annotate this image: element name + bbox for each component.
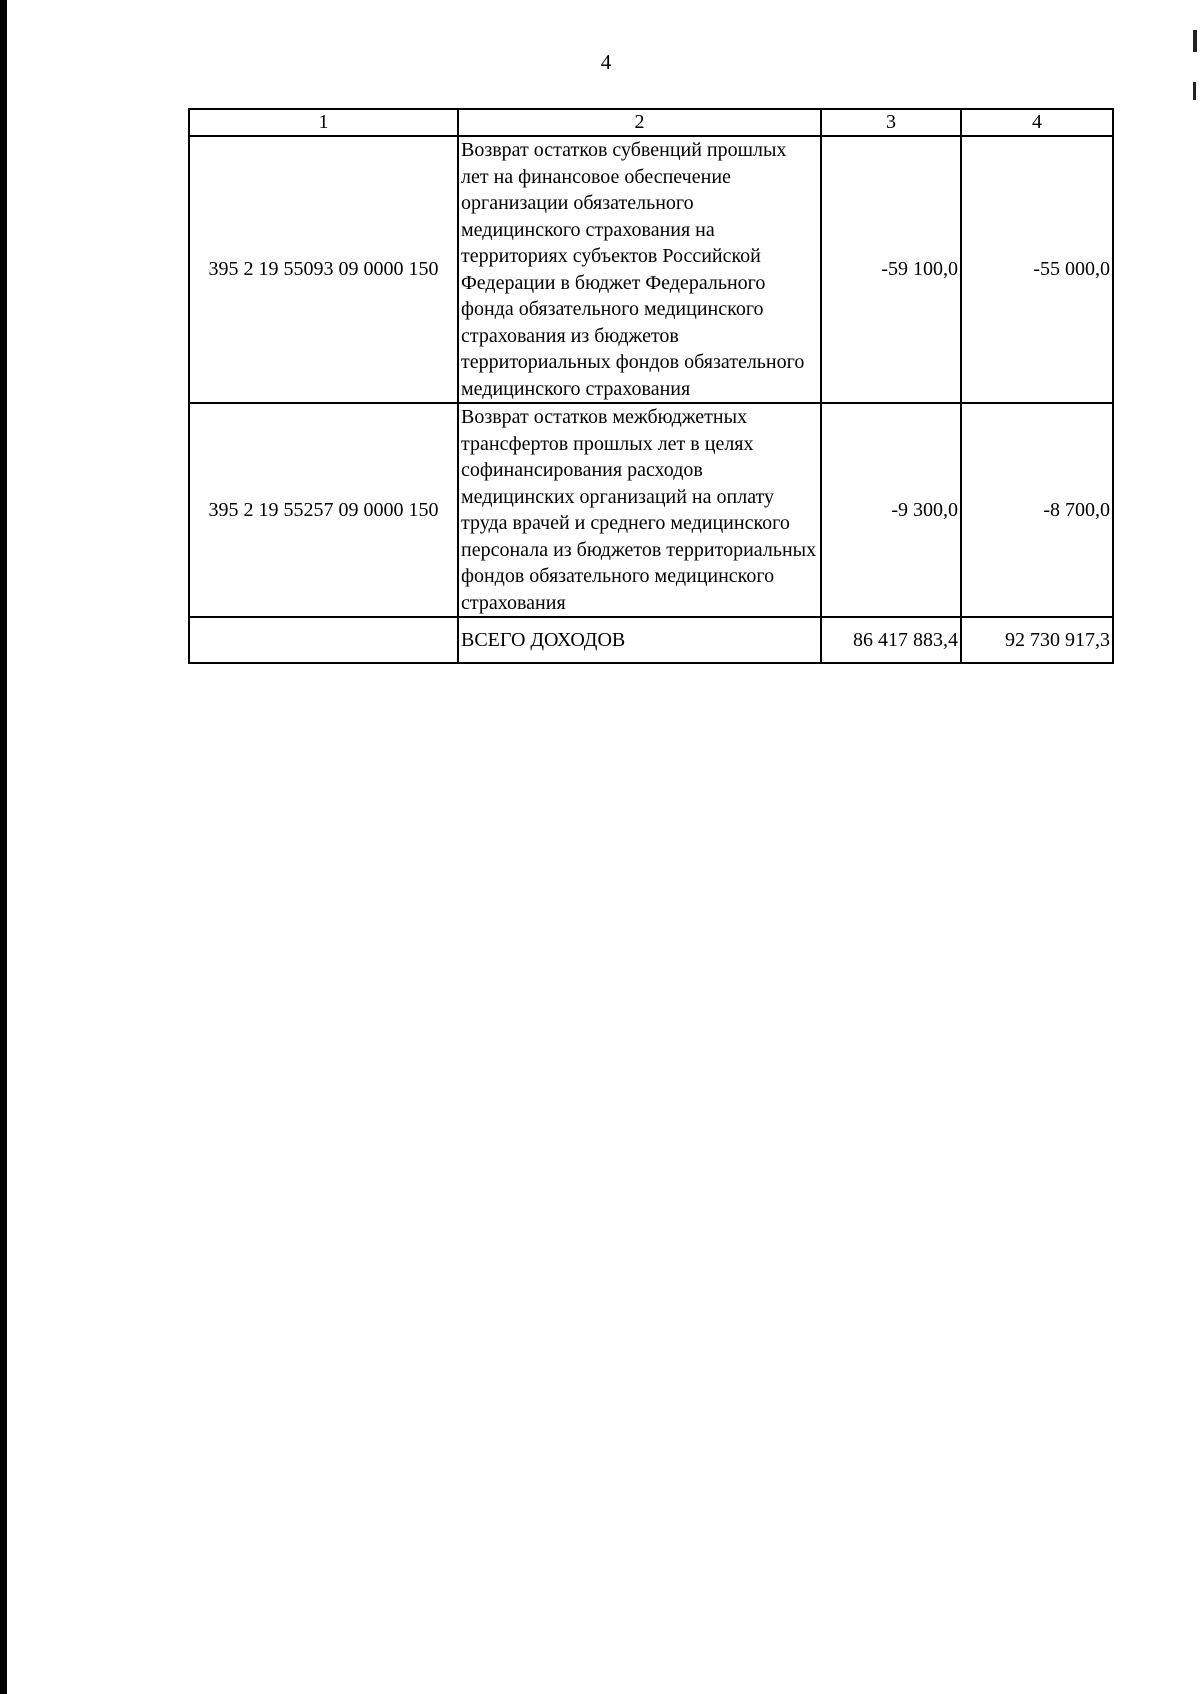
scan-mark — [1193, 82, 1196, 100]
amount-column-3: -9 300,0 — [821, 403, 961, 617]
revenue-table — [188, 108, 1114, 664]
total-label: ВСЕГО ДОХОДОВ — [458, 617, 821, 663]
revenue-description: Возврат остатков межбюджетных трансфертов прошлых лет в целях софинансирования расходов медицинских организаций на оплату труда врачей и среднего медицинского персонала из бюджетов территориальных фондов обязательного медицинского страхования — [458, 403, 821, 617]
scan-edge — [0, 0, 7, 1694]
column-header: 2 — [458, 109, 821, 136]
header-row — [189, 109, 1113, 136]
table-row — [189, 403, 1113, 617]
amount-column-4: -8 700,0 — [961, 403, 1113, 617]
total-row — [189, 617, 1113, 663]
column-header: 4 — [961, 109, 1113, 136]
revenue-description: Возврат остатков субвенций прошлых лет на финансовое обеспечение организации обязательного медицинского страхования на территориях субъектов Российской Федерации в бюджет Федерального фонда обязательного медицинского страхования из бюджетов территориальных фондов обязательного медицинского страхования — [458, 136, 821, 403]
budget-code: 395 2 19 55257 09 0000 150 — [189, 403, 458, 617]
page-number: 4 — [600, 50, 612, 74]
scan-mark — [1193, 30, 1197, 52]
total-column-3: 86 417 883,4 — [821, 617, 961, 663]
total-code — [189, 617, 458, 663]
column-header: 3 — [821, 109, 961, 136]
column-header: 1 — [189, 109, 458, 136]
table-row — [189, 136, 1113, 403]
amount-column-3: -59 100,0 — [821, 136, 961, 403]
budget-code: 395 2 19 55093 09 0000 150 — [189, 136, 458, 403]
total-column-4: 92 730 917,3 — [961, 617, 1113, 663]
amount-column-4: -55 000,0 — [961, 136, 1113, 403]
